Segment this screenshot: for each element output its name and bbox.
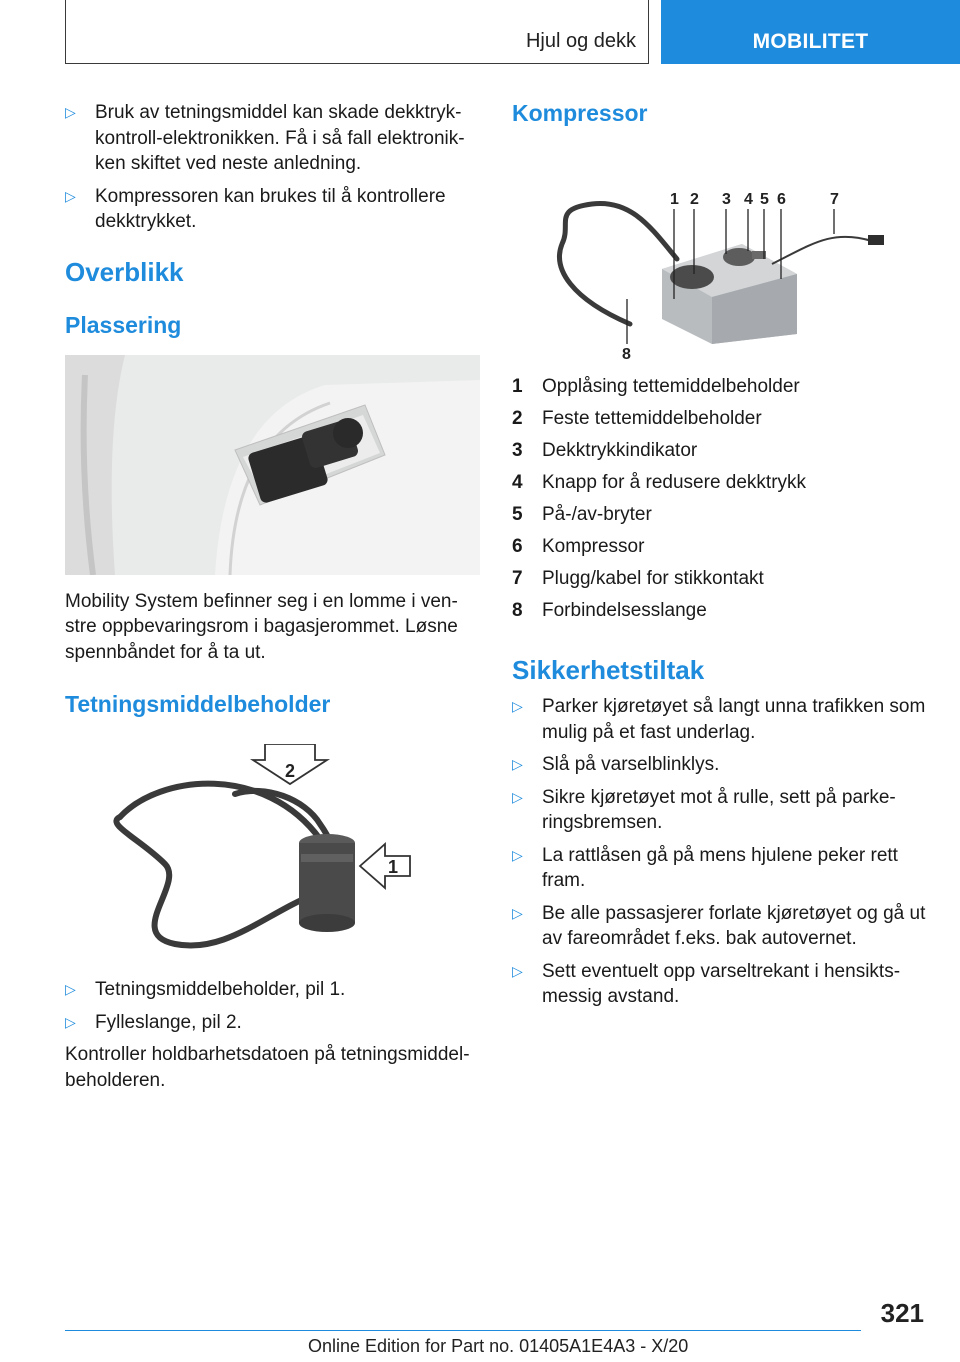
bullet-triangle-icon: ▷ xyxy=(65,187,76,204)
legend-item xyxy=(512,563,932,595)
footer-divider xyxy=(65,1330,861,1331)
svg-text:8: 8 xyxy=(622,346,631,359)
bullet-triangle-icon: ▷ xyxy=(512,756,523,772)
bullet-triangle-icon: ▷ xyxy=(65,104,76,120)
header-chapter-box xyxy=(65,0,649,64)
legend-number: 1 xyxy=(512,376,523,397)
legend-text: Knapp for å redusere dekktrykk xyxy=(542,472,807,493)
legend-number: 8 xyxy=(512,600,523,621)
legend-number: 7 xyxy=(512,568,523,589)
legend-number: 4 xyxy=(512,472,523,493)
intro-bullet xyxy=(65,184,480,235)
compressor-illustration xyxy=(512,149,932,359)
chapter-title: Hjul og dekk xyxy=(525,30,636,52)
legend-number: 6 xyxy=(512,536,523,557)
svg-text:1: 1 xyxy=(670,191,679,208)
bullet-triangle-icon: ▷ xyxy=(65,981,76,997)
intro-bullet xyxy=(65,100,480,177)
svg-text:5: 5 xyxy=(760,191,769,208)
legend-number: 2 xyxy=(512,408,523,429)
bullet-triangle-icon: ▷ xyxy=(512,698,523,714)
right-column xyxy=(512,100,932,1017)
location-text: Mobility System befinner seg i en lomme i ven-stre oppbevaringsrom i bagasjerommet. Løsne spennbåndet for å ta ut. xyxy=(65,590,458,663)
safety-heading: Sikkerhetstiltak xyxy=(512,655,705,685)
legend-text: På-/av-bryter xyxy=(542,504,652,525)
safety-bullet-text: Parker kjøretøyet så langt unna trafikken som mulig på et fast underlag. xyxy=(542,696,926,743)
bullet-triangle-icon: ▷ xyxy=(512,846,523,863)
legend-item xyxy=(512,371,932,403)
safety-bullet-text: Slå på varselblinklys. xyxy=(542,754,720,775)
container-heading: Tetningsmiddelbeholder xyxy=(65,691,331,717)
svg-text:4: 4 xyxy=(744,191,753,208)
bullet-triangle-icon: ▷ xyxy=(65,1013,76,1030)
sealant-container-illustration xyxy=(65,744,480,959)
bullet-triangle-icon: ▷ xyxy=(512,788,523,805)
page-number: 321 xyxy=(880,1298,924,1328)
container-note: Kontroller holdbarhetsdatoen på tetningsmiddel-beholderen. xyxy=(65,1044,470,1091)
safety-bullet-text: La rattlåsen gå på mens hjulene peker rett fram. xyxy=(542,844,898,891)
container-bullet-text: Fylleslange, pil 2. xyxy=(95,1011,242,1033)
legend-number: 3 xyxy=(512,440,523,461)
safety-bullet xyxy=(512,752,932,778)
container-bullet xyxy=(65,1010,480,1036)
safety-bullet-text: Sett eventuelt opp varseltrekant i hensikts-messig avstand. xyxy=(542,960,901,1007)
container-bullet-text: Tetningsmiddelbeholder, pil 1. xyxy=(95,979,346,1000)
legend-text: Plugg/kabel for stikkontakt xyxy=(542,568,764,589)
intro-bullet-text: Kompressoren kan brukes til å kontrollere dekktrykket. xyxy=(95,185,446,232)
callout-arrow-2-label: 2 xyxy=(284,761,296,781)
safety-bullet xyxy=(512,785,932,836)
intro-bullet-text: Bruk av tetningsmiddel kan skade dekktryk-kontroll-elektronikken. Få i så fall elektronik-ken skiftet ved neste anledning. xyxy=(95,102,465,174)
legend-item xyxy=(512,467,932,499)
footer-edition-text: Online Edition for Part no. 01405A1E4A3 - X/20 xyxy=(308,1336,689,1356)
safety-bullet-text: Sikre kjøretøyet mot å rulle, sett på parke-ringsbremsen. xyxy=(542,786,896,833)
svg-text:2: 2 xyxy=(690,191,699,208)
legend-item xyxy=(512,531,932,563)
safety-bullet-text: Be alle passasjerer forlate kjøretøyet og gå ut av fareområdet f.eks. bak autovernet. xyxy=(542,902,926,949)
legend-text: Kompressor xyxy=(542,536,645,557)
left-column xyxy=(65,100,480,1093)
bullet-triangle-icon: ▷ xyxy=(512,962,523,979)
legend-text: Opplåsing tettemiddelbeholder xyxy=(542,376,800,397)
legend-number: 5 xyxy=(512,504,523,525)
trunk-compartment-photo xyxy=(65,355,480,575)
safety-bullet xyxy=(512,959,932,1010)
safety-bullet xyxy=(512,901,932,952)
container-bullet xyxy=(65,977,480,1003)
section-tab-label: MOBILITET xyxy=(752,30,869,53)
legend-text: Dekktrykkindikator xyxy=(542,440,698,461)
legend-item xyxy=(512,595,932,627)
svg-text:3: 3 xyxy=(722,191,731,208)
legend-text: Forbindelsesslange xyxy=(542,600,707,621)
safety-bullet xyxy=(512,843,932,894)
svg-text:7: 7 xyxy=(830,191,839,208)
legend-item xyxy=(512,403,932,435)
section-tab xyxy=(661,0,960,64)
bullet-triangle-icon: ▷ xyxy=(512,904,523,921)
safety-bullet xyxy=(512,694,932,745)
overview-heading: Overblikk xyxy=(65,256,184,287)
legend-text: Feste tettemiddelbeholder xyxy=(542,408,762,429)
svg-text:6: 6 xyxy=(777,191,786,208)
legend-item xyxy=(512,435,932,467)
callout-arrow-1-label: 1 xyxy=(387,857,399,877)
compressor-heading: Kompressor xyxy=(512,100,648,126)
legend-item xyxy=(512,499,932,531)
location-heading: Plassering xyxy=(65,311,182,338)
